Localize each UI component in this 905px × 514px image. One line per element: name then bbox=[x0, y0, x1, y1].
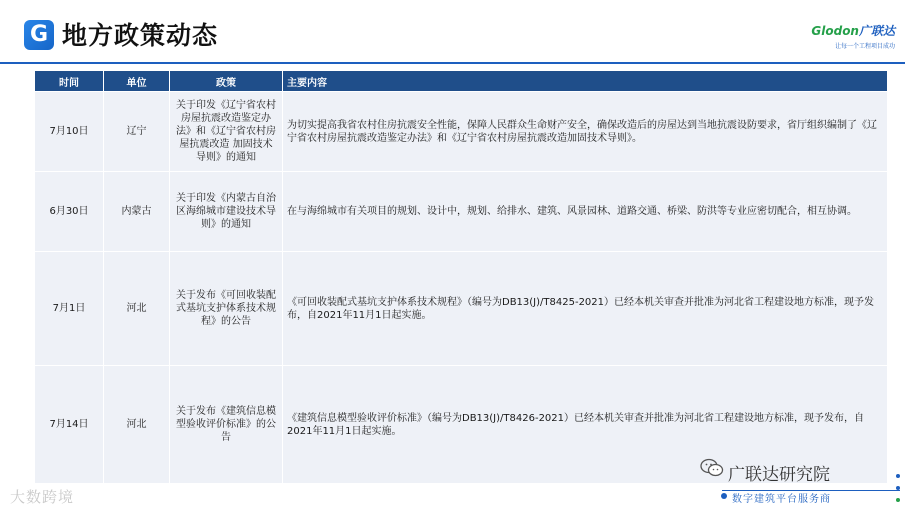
table-row bbox=[35, 172, 888, 252]
brand-name-cn: 广联达 bbox=[858, 24, 895, 38]
glodon-logo-icon: G bbox=[24, 20, 54, 50]
cell-date: 7月10日 bbox=[35, 92, 104, 172]
decorative-dots-icon bbox=[893, 470, 903, 510]
cell-content: 《建筑信息模型验收评价标准》（编号为DB13(J)/T8426-2021）已经本机关审查并批准为河北省工程建设地方标准，现予发布，自2021年11月1日起实施。 bbox=[283, 366, 888, 484]
column-header-date: 时间 bbox=[35, 71, 104, 92]
table-row bbox=[35, 252, 888, 366]
column-header-content: 主要内容 bbox=[283, 71, 888, 92]
cell-policy: 关于印发《内蒙古自治区海绵城市建设技术导则》的通知 bbox=[170, 172, 283, 252]
cell-unit: 内蒙古 bbox=[104, 172, 170, 252]
footer-organization: 广联达研究院 bbox=[728, 465, 830, 485]
cell-content: 在与海绵城市有关项目的规划、设计中，规划、给排水、建筑、风景园林、道路交通、桥梁、防洪等专业应密切配合，相互协调。 bbox=[283, 172, 888, 252]
footer-bullet-icon bbox=[721, 493, 727, 499]
table-row bbox=[35, 92, 888, 172]
cell-policy: 关于发布《建筑信息模型验收评价标准》的公告 bbox=[170, 366, 283, 484]
watermark: 大数跨境 bbox=[10, 488, 75, 506]
cell-content: 为切实提高我省农村住房抗震安全性能，保障人民群众生命财产安全，确保改造后的房屋达到当地抗震设防要求，省厅组织编制了《辽宁省农村房屋抗震改造鉴定办法》和《辽宁省农村房屋抗震改造加固技术导则》。 bbox=[283, 92, 888, 172]
column-header-policy: 政策 bbox=[170, 71, 283, 92]
column-header-unit: 单位 bbox=[104, 71, 170, 92]
cell-date: 7月1日 bbox=[35, 252, 104, 366]
cell-unit: 河北 bbox=[104, 366, 170, 484]
cell-date: 7月14日 bbox=[35, 366, 104, 484]
cell-unit: 河北 bbox=[104, 252, 170, 366]
cell-content: 《可回收装配式基坑支护体系技术规程》（编号为DB13(J)/T8425-2021）已经本机关审查并批准为河北省工程建设地方标准，现予发布，自2021年11月1日起实施。 bbox=[283, 252, 888, 366]
table-header-row bbox=[35, 71, 888, 92]
cell-policy: 关于印发《辽宁省农村房屋抗震改造鉴定办法》和《辽宁省农村房屋抗震改造 加固技术导则》的通知 bbox=[170, 92, 283, 172]
brand-slogan: 让每一个工程项目成功 bbox=[834, 43, 895, 50]
footer-slogan: 数字建筑平台服务商 bbox=[732, 494, 831, 505]
page-header bbox=[0, 0, 905, 64]
page-title: 地方政策动态 bbox=[62, 21, 219, 50]
wechat-icon bbox=[700, 458, 724, 478]
policy-table bbox=[34, 70, 888, 484]
brand-name bbox=[811, 22, 895, 39]
cell-policy: 关于发布《可回收装配式基坑支护体系技术规程》的公告 bbox=[170, 252, 283, 366]
header-divider bbox=[0, 62, 905, 64]
cell-date: 6月30日 bbox=[35, 172, 104, 252]
brand-name-en: Glodon bbox=[811, 24, 859, 38]
brand-logo bbox=[811, 22, 895, 50]
cell-unit: 辽宁 bbox=[104, 92, 170, 172]
